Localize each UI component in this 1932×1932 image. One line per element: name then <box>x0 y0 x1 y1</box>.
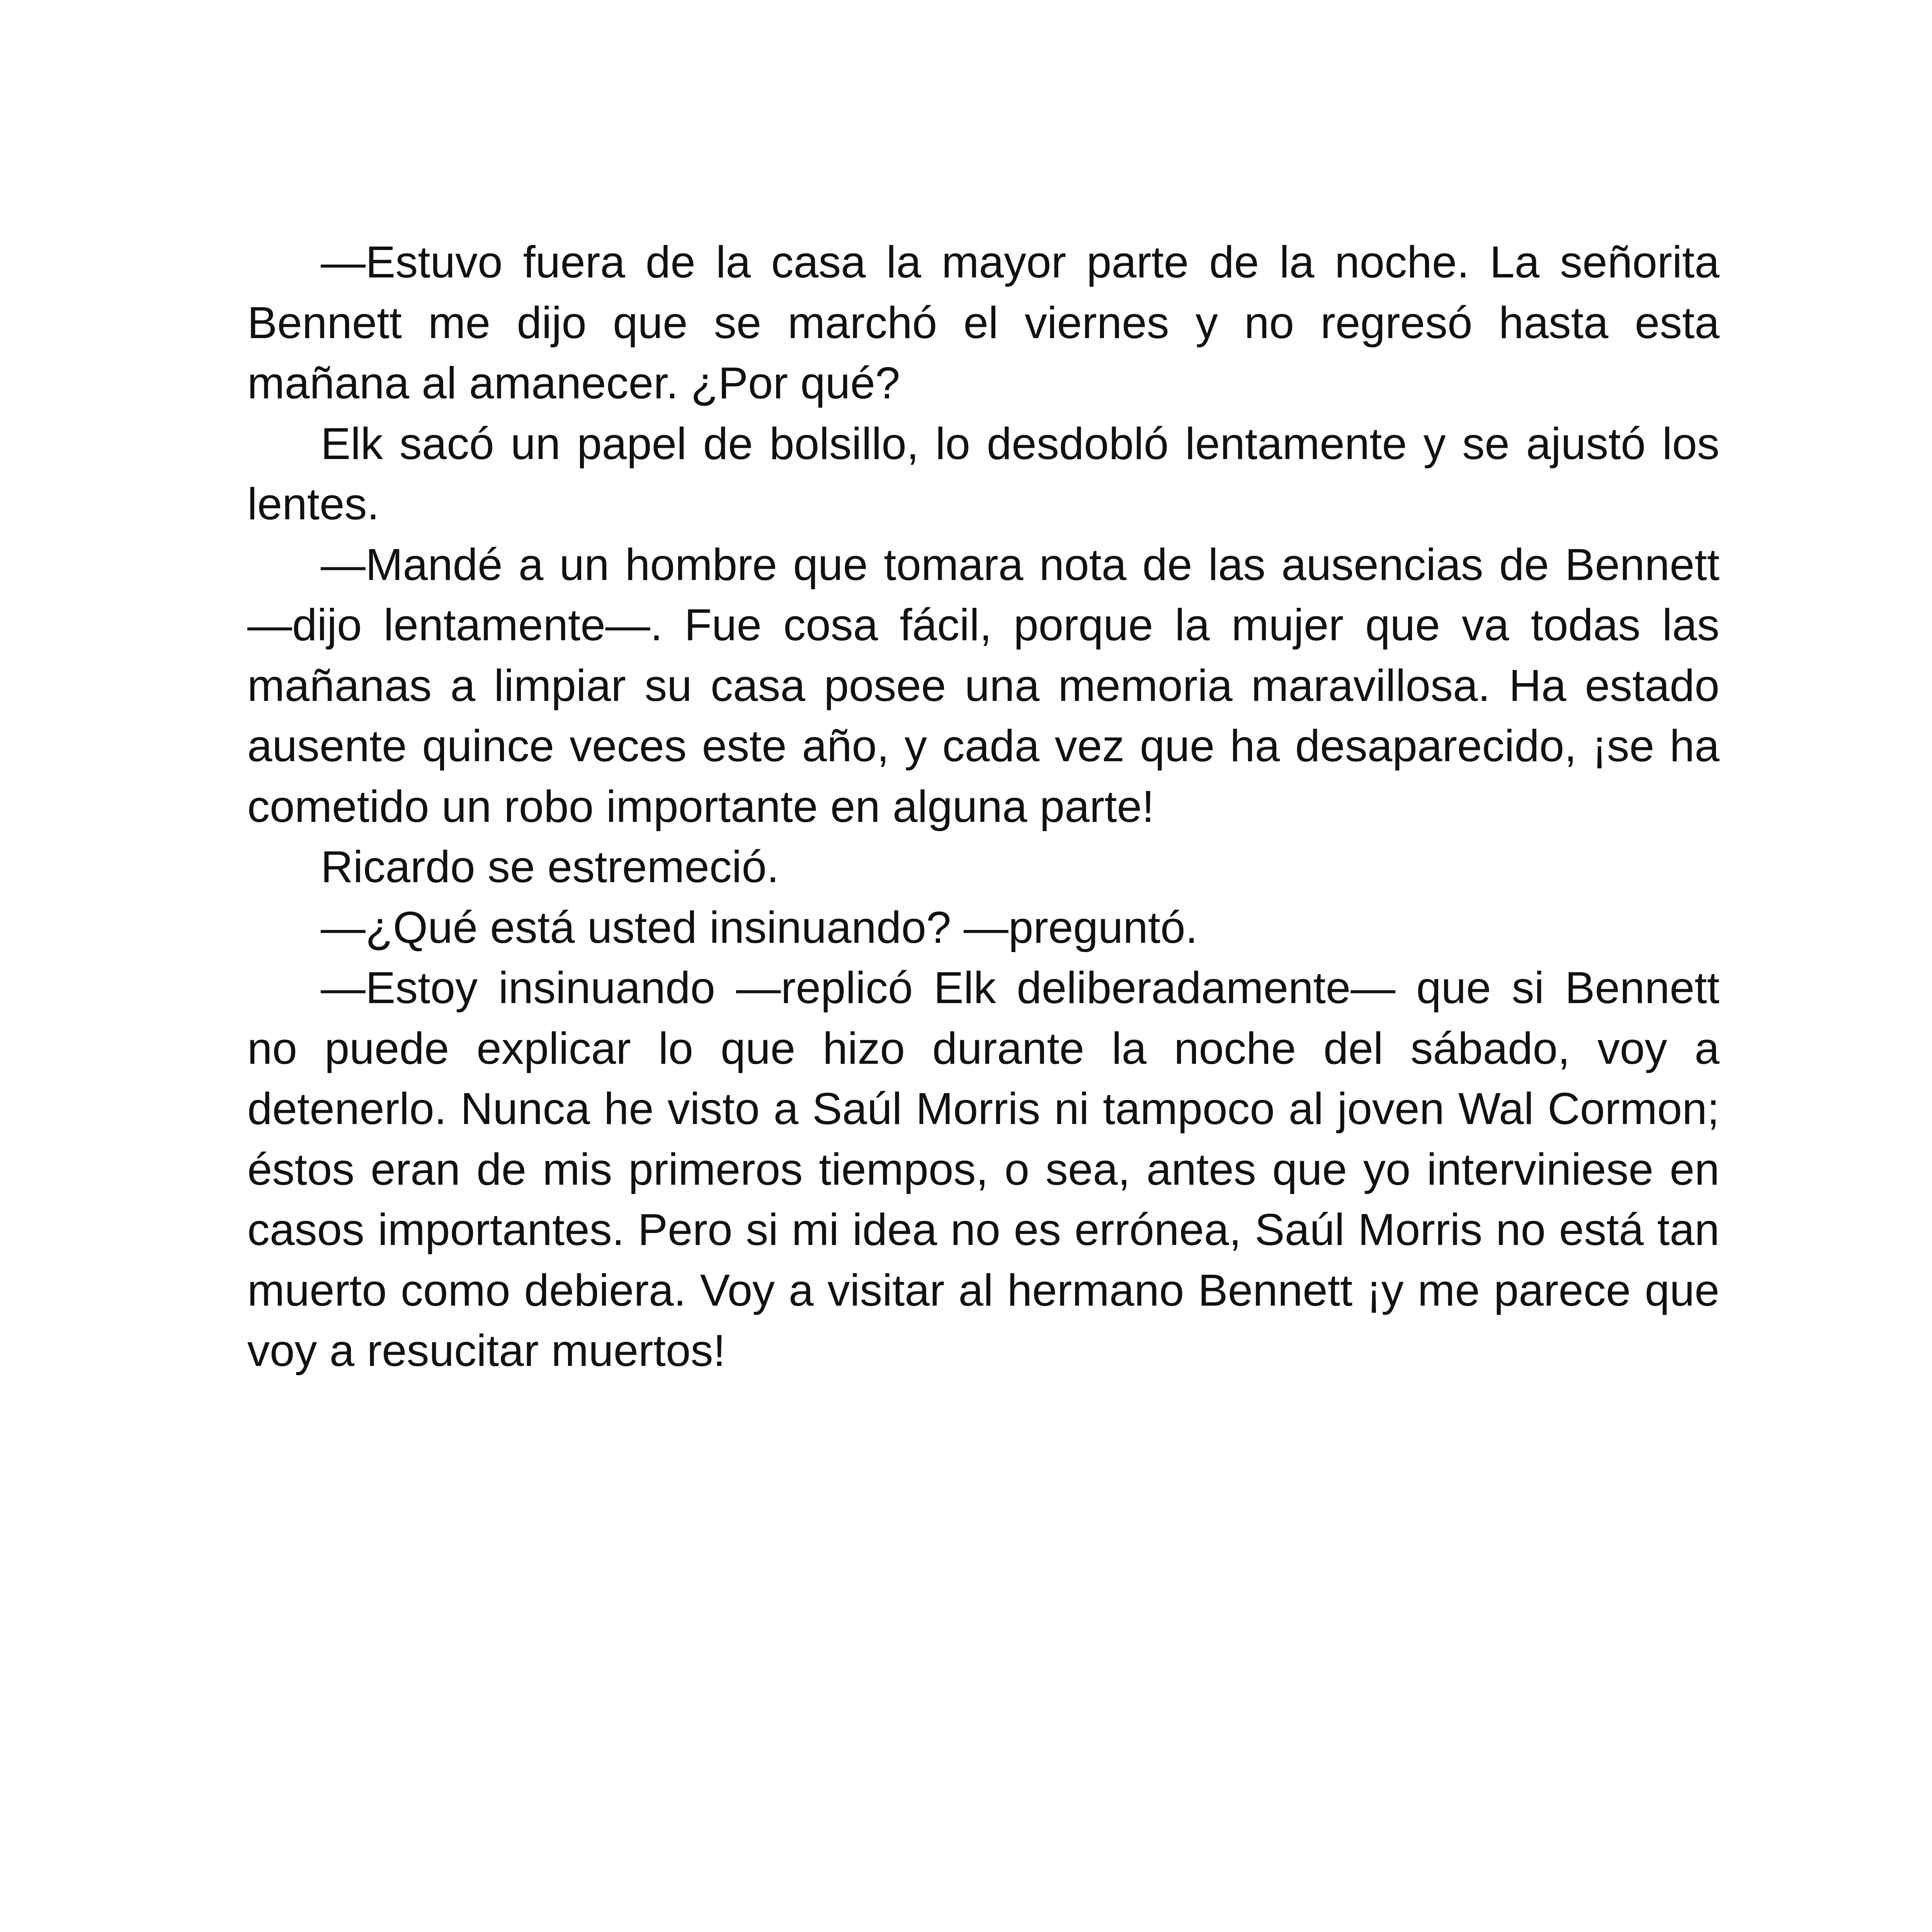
paragraph: —Mandé a un hombre que tomara nota de las ausencias de Bennett —dijo lentamente—. Fue cosa fácil, porque la mujer que va todas las mañanas a limpiar su casa posee una memoria maravillosa. Ha estado ausente quince veces este año, y cada vez que ha desaparecido, ¡se ha cometido un robo importante en alguna parte! <box>247 539 1719 832</box>
body-text <box>247 232 1719 1381</box>
paragraph: —Estuvo fuera de la casa la mayor parte de la noche. La señorita Bennett me dijo que se marchó el viernes y no regresó hasta esta mañana al amanecer. ¿Por qué? <box>247 237 1719 408</box>
paragraph: —¿Qué está usted insinuando? —preguntó. <box>321 902 1198 952</box>
paragraph: Ricardo se estremeció. <box>321 842 779 892</box>
paragraph: Elk sacó un papel de bolsillo, lo desdobló lentamente y se ajustó los lentes. <box>247 418 1719 529</box>
paragraph: —Estoy insinuando —replicó Elk deliberadamente— que si Bennett no puede explicar lo que hizo durante la noche del sábado, voy a detenerlo. Nunca he visto a Saúl Morris ni tampoco al joven Wal Cormon; éstos eran de mis primeros tiempos, o sea, antes que yo interviniese en casos importantes. Pero si mi idea no es errónea, Saúl Morris no está tan muerto como debiera. Voy a visitar al hermano Bennett ¡y me parece que voy a resucitar muertos! <box>247 963 1719 1376</box>
